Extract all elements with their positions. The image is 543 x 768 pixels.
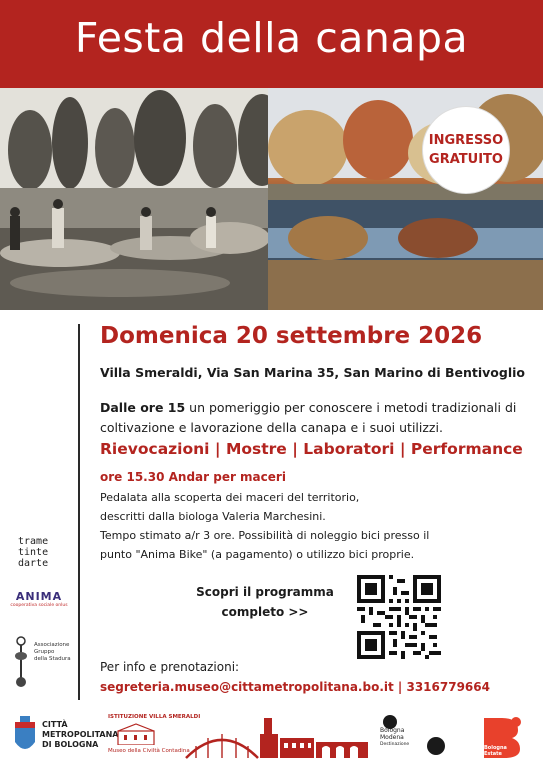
bomo-line: Bologna bbox=[380, 727, 405, 734]
coat-of-arms-icon bbox=[12, 716, 38, 758]
program-link[interactable] bbox=[190, 582, 340, 622]
ride-line: Pedalata alla scoperta dei maceri del territorio, bbox=[100, 491, 360, 504]
free-entry-label bbox=[426, 131, 506, 169]
event-venue: Villa Smeraldi, Via San Marina 35, San Marino di Bentivoglio bbox=[100, 365, 525, 380]
citta-line: METROPOLITANA bbox=[42, 730, 119, 739]
contact-link[interactable]: segreteria.museo@cittametropolitana.bo.it | 3316779664 bbox=[100, 680, 490, 694]
anima-logo-name: ANIMA bbox=[15, 590, 63, 603]
anima-logo-sub: cooperativa sociale onlus bbox=[10, 603, 68, 608]
info-label: Per info e prenotazioni: bbox=[100, 660, 240, 674]
event-date: Domenica 20 settembre 2026 bbox=[100, 323, 483, 349]
gruppo-stadura-logo bbox=[12, 636, 72, 692]
trame-logo-line: trame bbox=[18, 536, 49, 547]
assoc-line: Gruppo bbox=[34, 649, 55, 655]
assoc-line: della Stadura bbox=[34, 656, 71, 662]
free-entry-badge bbox=[422, 106, 510, 194]
title-bar bbox=[0, 0, 543, 88]
event-intro bbox=[100, 398, 520, 438]
stadera-icon bbox=[12, 636, 30, 688]
bomo-sub: Destinazione bbox=[380, 742, 410, 747]
badge-line-1: INGRESSO bbox=[428, 133, 504, 148]
river-photo-art bbox=[268, 88, 543, 310]
citta-metropolitana-text bbox=[42, 720, 119, 750]
trame-logo-line: tinte bbox=[18, 547, 49, 558]
skyline-illustration bbox=[182, 716, 372, 760]
ride-description bbox=[100, 488, 510, 564]
villa-smeraldi-title: ISTITUZIONE VILLA SMERALDI bbox=[108, 714, 201, 720]
badge-line-2: GRATUITO bbox=[429, 152, 503, 167]
vertical-divider bbox=[78, 324, 80, 700]
estate-line: Bologna bbox=[484, 745, 507, 751]
citta-metropolitana-logo bbox=[12, 716, 119, 760]
assoc-line: Associazione bbox=[34, 642, 70, 648]
historic-photo-art bbox=[0, 88, 285, 310]
program-link-line-1[interactable]: Scopri il programma bbox=[196, 585, 334, 599]
qr-code[interactable] bbox=[357, 575, 441, 659]
citta-line: CITTÀ bbox=[42, 720, 68, 729]
page-title: Festa della canapa bbox=[74, 14, 469, 62]
bologna-modena-logo bbox=[380, 714, 448, 760]
bologna-estate-text bbox=[484, 745, 507, 757]
river-photo bbox=[268, 88, 543, 310]
ride-title: ore 15.30 Andar per maceri bbox=[100, 470, 286, 484]
intro-text: un pomeriggio per conoscere i metodi tradizionali di coltivazione e lavorazione della canapa e i suoi utilizzi. bbox=[100, 400, 517, 435]
historic-photo bbox=[0, 88, 285, 310]
ride-line: descritti dalla biologa Valeria Marchesini. bbox=[100, 510, 326, 523]
villa-building-icon bbox=[116, 723, 156, 745]
program-link-line-2[interactable]: completo >> bbox=[221, 605, 309, 619]
intro-time: Dalle ore 15 bbox=[100, 400, 186, 415]
villa-smeraldi-logo bbox=[108, 714, 201, 754]
ride-line: Tempo stimato a/r 3 ore. Possibilità di noleggio bici presso il bbox=[100, 529, 430, 542]
citta-line: DI BOLOGNA bbox=[42, 740, 99, 749]
gruppo-stadura-text bbox=[34, 642, 74, 663]
trame-logo-line: darte bbox=[18, 558, 49, 569]
bologna-estate-logo bbox=[480, 716, 524, 760]
bologna-modena-text bbox=[380, 727, 409, 748]
estate-line: Estate bbox=[484, 751, 502, 757]
trame-tinte-darte-logo bbox=[18, 536, 60, 569]
qr-code-image[interactable] bbox=[357, 575, 441, 659]
ride-line: punto "Anima Bike" (a pagamento) o utilizzo bici proprie. bbox=[100, 548, 415, 561]
bomo-line: Modena bbox=[380, 734, 404, 741]
program-types: Rievocazioni | Mostre | Laboratori | Performance bbox=[100, 440, 523, 458]
anima-logo bbox=[8, 590, 70, 608]
museo-civilta-contadina: Museo della Civiltà Contadina bbox=[108, 748, 190, 754]
